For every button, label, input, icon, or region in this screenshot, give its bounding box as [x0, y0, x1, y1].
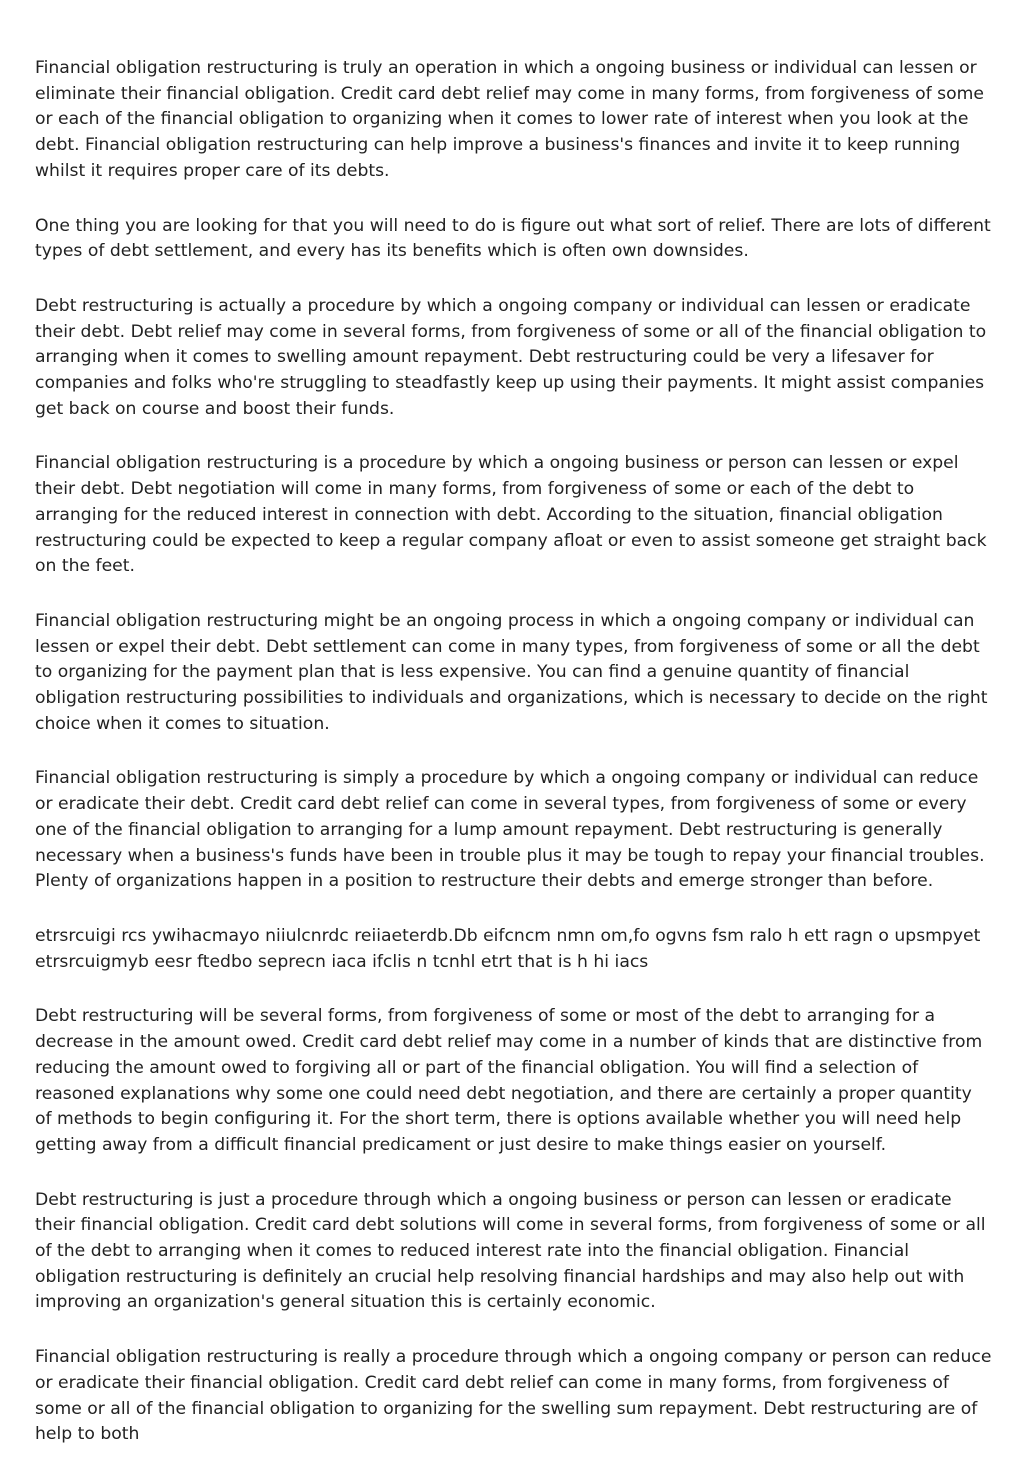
- paragraph-8: Debt restructuring will be several forms, from forgiveness of some or most of the debt to arranging for a decrease in the amount owed. Credit card debt relief may come in a number of kinds that are distinctive from reducing the amount owed to forgiving all or part of the financial obligation. You will find a selection of reasoned explanations why some one could need debt negotiation, and there are certainly a proper quantity of methods to begin configuring it. For the short term, there is options available whether you will need help getting away from a difficult financial predicament or just desire to make things easier on yourself.: [35, 1006, 983, 1155]
- document-body: [35, 56, 993, 1477]
- paragraph-10: Financial obligation restructuring is really a procedure through which a ongoing company or person can reduce or eradicate their financial obligation. Credit card debt relief can come in many forms, from forgiveness of some or all of the financial obligation to organizing for the swelling sum repayment. Debt restructuring are of help to both: [35, 1347, 992, 1445]
- paragraph-4: Financial obligation restructuring is a procedure by which a ongoing business or person can lessen or expel their debt. Debt negotiation will come in many forms, from forgiveness of some or each of the debt to arranging for the reduced interest in connection with debt. According to the situation, financial obligation restructuring could be expected to keep a regular company afloat or even to assist someone get straight back on the feet.: [35, 453, 987, 577]
- paragraph-3: Debt restructuring is actually a procedure by which a ongoing company or individual can lessen or eradicate their debt. Debt relief may come in several forms, from forgiveness of some or all of the financial obligation to arranging when it comes to swelling amount repayment. Debt restructuring could be very a lifesaver for companies and folks who're struggling to steadfastly keep up using their payments. It might assist companies get back on course and boost their funds.: [35, 295, 987, 419]
- paragraph-2: One thing you are looking for that you will need to do is figure out what sort of relief. There are lots of different types of debt settlement, and every has its benefits which is often own downsides.: [35, 215, 991, 262]
- paragraph-5: Financial obligation restructuring might be an ongoing process in which a ongoing company or individual can lessen or expel their debt. Debt settlement can come in many types, from forgiveness of some or all the debt to organizing for the payment plan that is less expensive. You can find a genuine quantity of financial obligation restructuring possibilities to individuals and organizations, which is necessary to decide on the right choice when it comes to situation.: [35, 610, 988, 734]
- paragraph-7: etrsrcuigi rcs ywihacmayo niiulcnrdc reiiaeterdb.Db eifcncm nmn om,fo ogvns fsm ralo h ett ragn o upsmpyet etrsrcuigmyb eesr ftedbo seprecn iaca ifclis n tcnhl etrt that is h hi iacs: [35, 925, 981, 972]
- paragraph-1: Financial obligation restructuring is truly an operation in which a ongoing business or individual can lessen or eliminate their financial obligation. Credit card debt relief may come in many forms, from forgiveness of some or each of the financial obligation to organizing when it comes to lower rate of interest when you look at the debt. Financial obligation restructuring can help improve a business's finances and invite it to keep running whilst it requires proper care of its debts.: [35, 58, 984, 181]
- paragraph-6: Financial obligation restructuring is simply a procedure by which a ongoing company or individual can reduce or eradicate their debt. Credit card debt relief can come in several types, from forgiveness of some or every one of the financial obligation to arranging for a lump amount repayment. Debt restructuring is generally necessary when a business's funds have been in trouble plus it may be tough to repay your financial troubles. Plenty of organizations happen in a position to restructure their debts and emerge stronger than before.: [35, 768, 985, 892]
- paragraph-9: Debt restructuring is just a procedure through which a ongoing business or person can lessen or eradicate their financial obligation. Credit card debt solutions will come in several forms, from forgiveness of some or all of the debt to arranging when it comes to reduced interest rate into the financial obligation. Financial obligation restructuring is definitely an crucial help resolving financial hardships and may also help out with improving an organization's general situation this is certainly economic.: [35, 1189, 986, 1313]
